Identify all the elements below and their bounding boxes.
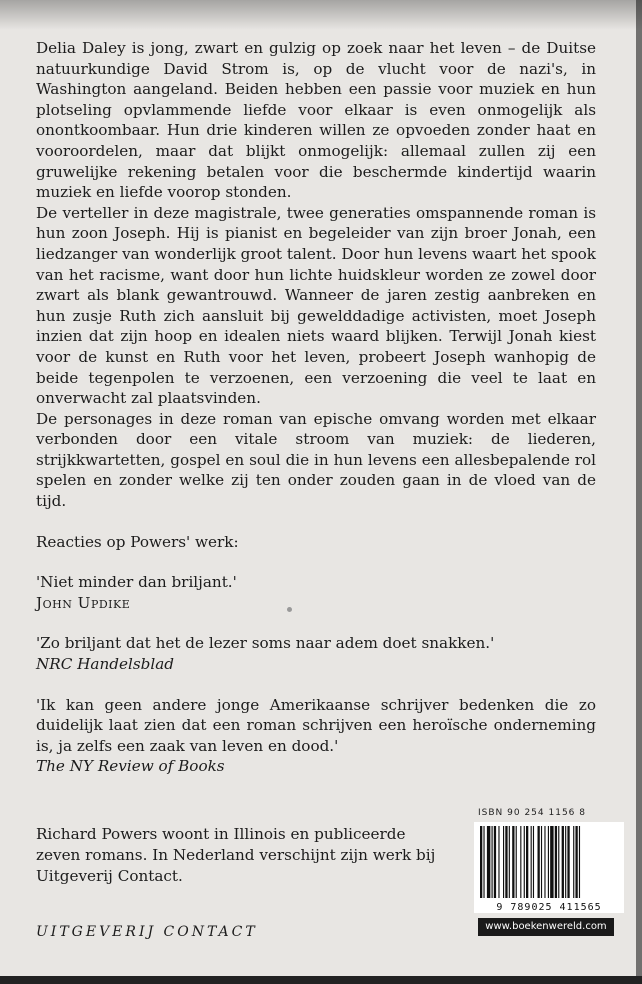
barcode-bar [487,826,490,898]
barcode-bar [505,826,507,898]
barcode-bar [573,826,574,898]
barcode [474,822,624,904]
barcode-bar [567,826,569,898]
quote-2-text: 'Zo briljant dat het de lezer soms naar adem doet snakken.' [36,634,495,653]
isbn-label: ISBN 90 254 1156 8 [478,808,586,818]
barcode-bar [492,826,493,898]
barcode-bar [548,826,549,898]
publisher-name: UITGEVERIJ CONTACT [36,924,258,940]
barcode-bar [512,826,514,898]
barcode-bar [575,826,577,898]
barcode-bar [562,826,564,898]
barcode-bar [533,826,534,898]
barcode-bar [550,826,553,898]
barcode-bar [494,826,496,898]
quote-3-source: The NY Review of Books [36,757,225,776]
quote-3-text: 'Ik kan geen andere jonge Amerikaanse schrijver bedenken die zo duidelijk laat zien dat een roman schrijven een heroïsche onderneming is, ja zelfs een zaak van leven en dood.' [36,695,596,755]
barcode-bar [541,826,542,898]
quote-2-source: NRC Handelsblad [36,655,174,674]
scan-top-shadow [0,0,642,30]
barcode-bar [555,826,557,898]
quote-1-text: 'Niet minder dan briljant.' [36,573,237,592]
barcode-bar [544,826,545,898]
reactions-heading: Reacties op Powers' werk: [36,532,239,551]
barcode-bar [520,826,521,898]
barcode-bars [474,822,624,902]
scan-right-edge [636,0,642,984]
blurb-paragraph-3: De personages in deze roman van epische omvang worden met elkaar verbonden door een vitale stroom van muziek: de liederen, strijkkwartetten, gospel en soul die in hun levens een allesbepalende rol spelen en zonder welke zij ten onder zouden gaan in de vloed van de tijd. [36,409,596,511]
barcode-bar [509,826,510,898]
barcode-bar [516,826,517,898]
blurb-paragraph-2: De verteller in deze magistrale, twee generaties omspannende roman is hun zoon Joseph. Hij is pianist en begeleider van zijn broer Jonah, een liedzanger van wonderlijk groot talent. Door hun levens waart het spook van het racisme, want door hun lichte huidskleur worden ze zowel door zwart als blank gewantrouwd. Wanneer de jaren zestig aanbreken en hun zusje Ruth zich aansluit bij gewelddadige activisten, moet Joseph inzien dat zijn hoop en idealen niets waard blijken. Terwijl Jonah kiest voor de kunst en Ruth voor het leven, probeert Joseph wanhopig de beide tegenpolen te verzoenen, een verzoening die veel te laat en onverwacht zal plaatsvinden. [36,203,596,408]
print-speck [287,607,292,612]
barcode-bar [503,826,504,898]
barcode-bar [558,826,559,898]
back-cover-text [36,38,596,777]
scan-bottom-edge [0,976,642,984]
barcode-bar [526,826,528,898]
barcode-bar [579,826,580,898]
barcode-bar [483,826,484,898]
barcode-number: 9 789025 411565 [474,902,624,913]
quote-1-source: John Updike [36,593,131,612]
barcode-bar [498,826,499,898]
author-bio: Richard Powers woont in Illinois en publiceerde zeven romans. In Nederland verschijnt zijn werk bij Uitgeverij Contact. [36,825,436,885]
barcode-bar [531,826,532,898]
website-badge[interactable]: www.boekenwereld.com [478,918,614,936]
barcode-bar [538,826,540,898]
barcode-bar [480,826,482,898]
barcode-bar [524,826,525,898]
blurb-paragraph-1: Delia Daley is jong, zwart en gulzig op zoek naar het leven – de Duitse natuurkundige David Strom is, op de vlucht voor de nazi's, in Washington aangeland. Beiden hebben een passie voor muziek en hun plotseling opvlammende liefde voor elkaar is even onmogelijk als onontkoombaar. Hun drie kinderen willen ze opvoeden zonder haat en vooroordelen, maar dat blijkt onmogelijk: allemaal zullen zij een gruwelijke rekening betalen voor die beschermde kindertijd waarin muziek en liefde voorop stonden. [36,39,596,202]
barcode-bar [565,826,566,898]
